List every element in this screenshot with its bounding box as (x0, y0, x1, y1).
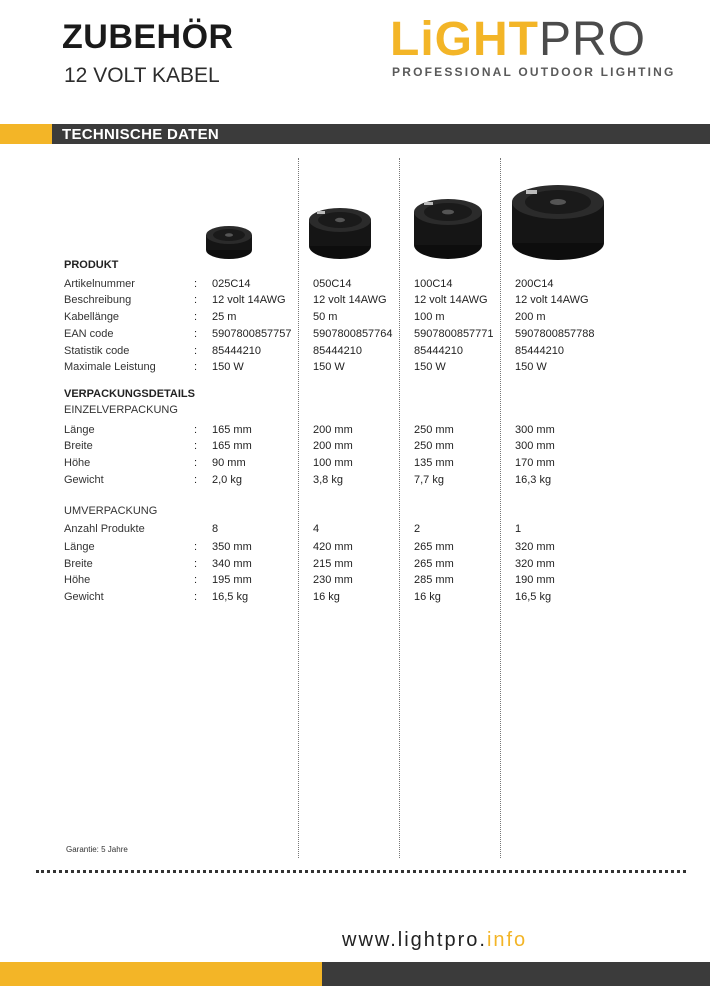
lightpro-logo (390, 12, 676, 82)
row-colon: : (194, 558, 198, 570)
cell: 230 mm (313, 574, 353, 586)
table-row (0, 539, 710, 555)
spool-50m-icon (307, 206, 373, 260)
cell: 85444210 (212, 345, 261, 357)
table-row (0, 422, 710, 438)
cell: 16,5 kg (515, 591, 552, 603)
cell: 5907800857764 (313, 328, 393, 340)
spool-25m-icon (204, 224, 254, 260)
cell: 215 mm (313, 558, 353, 570)
column-divider (500, 158, 501, 858)
cell: 16 kg (313, 591, 340, 603)
cell: 200 mm (313, 440, 353, 452)
row-label: EAN code (64, 328, 114, 340)
logo-pro-text: PRO (538, 13, 646, 66)
page-subtitle: 12 VOLT KABEL (64, 64, 220, 87)
cell: 4 (313, 523, 320, 535)
table-row (0, 292, 710, 308)
cell: 135 mm (414, 457, 454, 469)
column-divider (298, 158, 299, 858)
cell: 265 mm (414, 541, 454, 553)
cell: 200 m (515, 311, 546, 323)
cell: 5907800857771 (414, 328, 494, 340)
row-colon: : (194, 440, 198, 452)
cell: 320 mm (515, 541, 555, 553)
page-title: ZUBEHÖR (62, 18, 234, 56)
cell: 100 mm (313, 457, 353, 469)
cell: 12 volt 14AWG (414, 294, 488, 306)
website-tld: info (486, 929, 528, 951)
cell: 200 mm (313, 424, 353, 436)
section-bar (0, 124, 710, 144)
row-label: Anzahl Produkte (64, 523, 145, 535)
cell: 285 mm (414, 574, 454, 586)
row-colon: : (194, 278, 198, 290)
cell: 12 volt 14AWG (515, 294, 589, 306)
umverpackung-label: UMVERPACKUNG (64, 505, 158, 517)
cell: 050C14 (313, 278, 352, 290)
spool-100m-icon (412, 197, 484, 261)
cell: 300 mm (515, 440, 555, 452)
cell: 170 mm (515, 457, 555, 469)
column-divider (399, 158, 400, 858)
cell: 195 mm (212, 574, 252, 586)
cell: 300 mm (515, 424, 555, 436)
row-label: Höhe (64, 457, 91, 469)
cell: 320 mm (515, 558, 555, 570)
cell: 25 m (212, 311, 237, 323)
row-colon: : (194, 361, 198, 373)
row-colon: : (194, 591, 198, 603)
logo-light-text: LiGHT (390, 13, 539, 66)
cell: 2 (414, 523, 421, 535)
row-label: Länge (64, 541, 95, 553)
table-row (0, 343, 710, 359)
row-label: Höhe (64, 574, 91, 586)
row-colon: : (194, 345, 198, 357)
table-row (0, 572, 710, 588)
cell: 8 (212, 523, 219, 535)
cell: 5907800857788 (515, 328, 595, 340)
table-row (0, 359, 710, 375)
row-label: Maximale Leistung (64, 361, 156, 373)
row-label: Breite (64, 440, 93, 452)
cell: 250 mm (414, 440, 454, 452)
row-colon: : (194, 328, 198, 340)
row-colon: : (194, 574, 198, 586)
table-row (0, 309, 710, 325)
row-colon: : (194, 294, 198, 306)
cell: 5907800857757 (212, 328, 292, 340)
produkt-heading: PRODUKT (64, 259, 119, 271)
section-bar-accent (0, 124, 52, 144)
row-label: Gewicht (64, 474, 104, 486)
cell: 2,0 kg (212, 474, 242, 486)
cell: 165 mm (212, 424, 252, 436)
cell: 340 mm (212, 558, 252, 570)
logo-wordmark (390, 13, 646, 66)
cell: 250 mm (414, 424, 454, 436)
cell: 3,8 kg (313, 474, 343, 486)
cell: 85444210 (414, 345, 463, 357)
website-link[interactable] (342, 929, 527, 952)
verpackung-heading: VERPACKUNGSDETAILS (64, 388, 195, 400)
cell: 50 m (313, 311, 338, 323)
cell: 150 W (313, 361, 345, 373)
table-row (0, 455, 710, 471)
row-colon: : (194, 311, 198, 323)
cell: 85444210 (313, 345, 362, 357)
cell: 150 W (515, 361, 547, 373)
footer-bar-accent (0, 962, 322, 986)
row-label: Statistik code (64, 345, 130, 357)
section-bar-label: TECHNISCHE DATEN (62, 126, 220, 143)
table-row (0, 521, 710, 537)
cell: 150 W (212, 361, 244, 373)
cell: 7,7 kg (414, 474, 444, 486)
logo-tagline: PROFESSIONAL OUTDOOR LIGHTING (392, 65, 676, 79)
cell: 85444210 (515, 345, 564, 357)
row-colon: : (194, 474, 198, 486)
table-row (0, 556, 710, 572)
row-label: Länge (64, 424, 95, 436)
cell: 90 mm (212, 457, 246, 469)
cell: 200C14 (515, 278, 554, 290)
cell: 190 mm (515, 574, 555, 586)
cell: 16 kg (414, 591, 441, 603)
cell: 16,3 kg (515, 474, 552, 486)
cell: 420 mm (313, 541, 353, 553)
cell: 1 (515, 523, 522, 535)
row-colon: : (194, 424, 198, 436)
website-main: www.lightpro. (342, 929, 487, 951)
footer-bar-dark (322, 962, 710, 986)
row-label: Kabellänge (64, 311, 120, 323)
cell: 12 volt 14AWG (212, 294, 286, 306)
cell: 165 mm (212, 440, 252, 452)
guarantee-note: Garantie: 5 Jahre (66, 845, 128, 854)
row-label: Breite (64, 558, 93, 570)
cell: 350 mm (212, 541, 252, 553)
cell: 025C14 (212, 278, 251, 290)
spool-200m-icon (510, 183, 606, 261)
row-colon: : (194, 541, 198, 553)
footer-divider (36, 870, 686, 873)
table-row (0, 472, 710, 488)
cell: 100 m (414, 311, 445, 323)
table-row (0, 589, 710, 605)
cell: 265 mm (414, 558, 454, 570)
cell: 12 volt 14AWG (313, 294, 387, 306)
cell: 100C14 (414, 278, 453, 290)
cell: 150 W (414, 361, 446, 373)
einzelverpackung-label: EINZELVERPACKUNG (64, 404, 178, 416)
row-colon: : (194, 457, 198, 469)
row-label: Gewicht (64, 591, 104, 603)
table-row (0, 276, 710, 292)
row-label: Beschreibung (64, 294, 132, 306)
cell: 16,5 kg (212, 591, 249, 603)
row-label: Artikelnummer (64, 278, 135, 290)
table-row (0, 438, 710, 454)
table-row (0, 326, 710, 342)
